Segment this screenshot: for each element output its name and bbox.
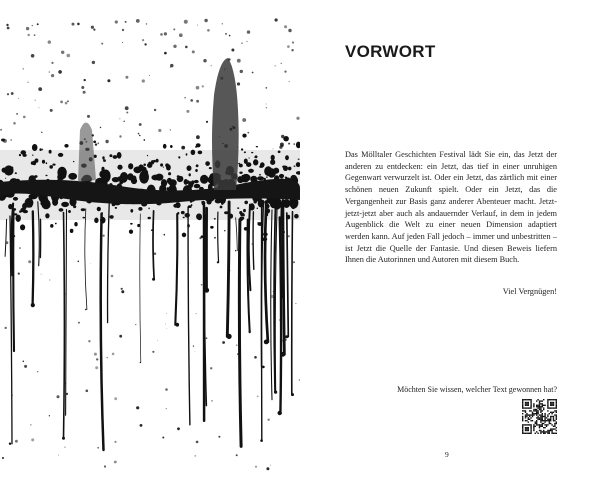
foreword-page — [300, 0, 600, 478]
page-number: 9 — [445, 450, 449, 459]
signoff-text: Viel Vergnügen! — [502, 287, 557, 296]
qr-code[interactable] — [522, 399, 557, 434]
foreword-body-text: Das Mölltaler Geschichten Festival lädt Sie ein, das Jetzt der anderen zu entdecken: ein Jetzt, das tief in einer unruhigen Gegenwart verwurzelt ist. Oder ein Jetzt, das zärtlich mit einer schönen neuen Zukunft spielt. Oder ein Jetzt, das die Vergangenheit zur Basis ganz anderer Abenteuer macht. Jetzt-jetzt-jetzt aber auch als andauernder Verlauf, in dem in jedem Augenblick die Welt zu einer neuen Dimension adaptiert werden kann. Auf jeden Fall jedoch – immer und unbestritten – ist Jetzt die Quelle der Fantasie. Und diesen Beweis liefern Ihnen die Autorinnen und Autoren mit diesem Buch. — [345, 150, 557, 265]
page-heading: VORWORT — [345, 42, 436, 61]
qr-question-text: Möchten Sie wissen, welcher Text gewonnen hat? — [397, 385, 557, 394]
